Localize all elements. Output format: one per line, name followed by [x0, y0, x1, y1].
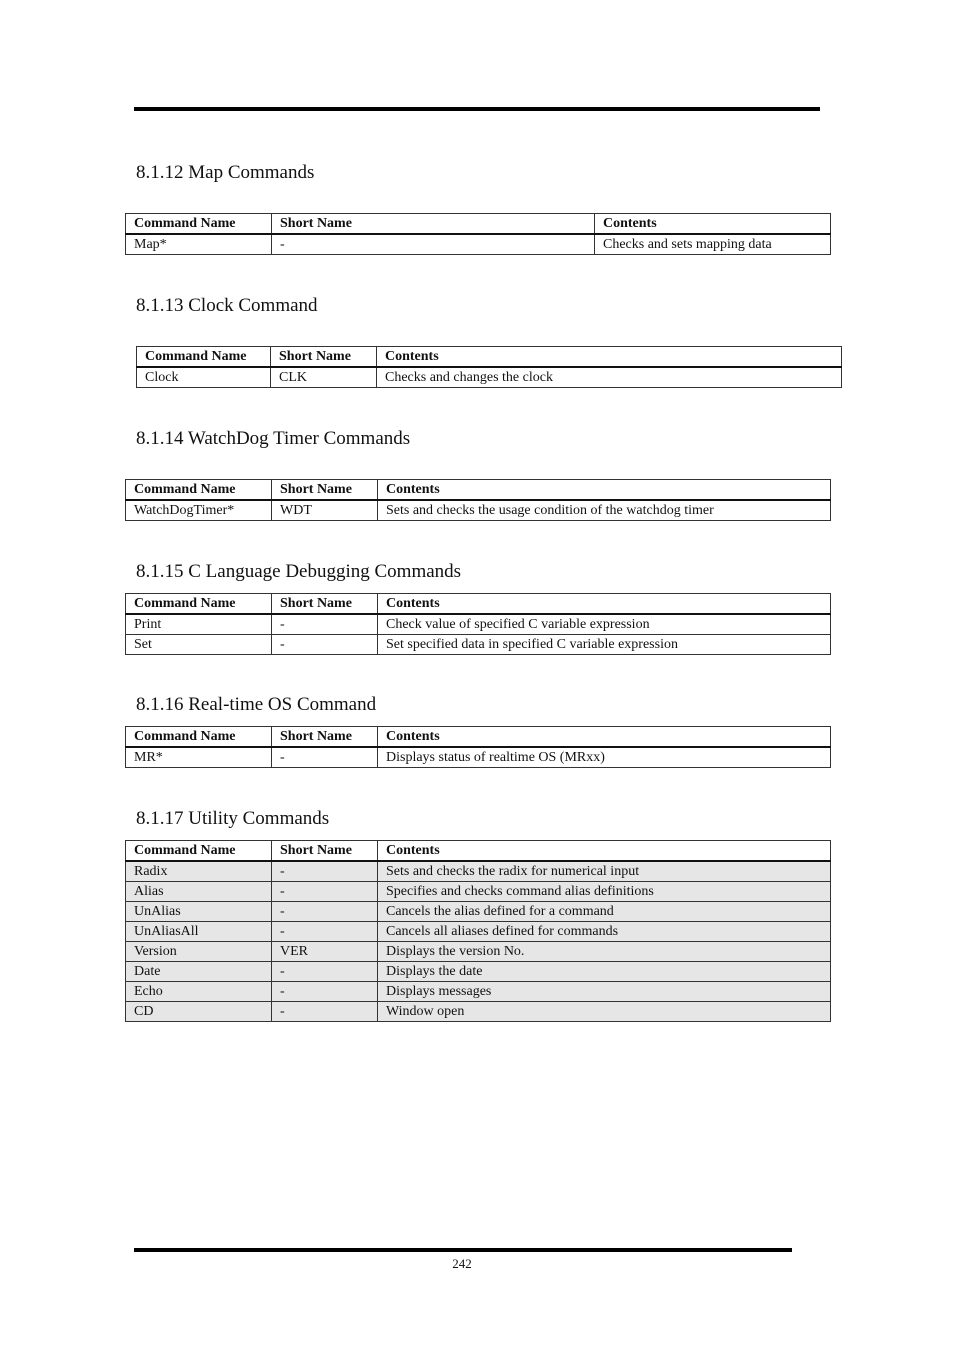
table-row [126, 635, 831, 655]
table-row [126, 982, 831, 1002]
section-title-clang: 8.1.15 C Language Debugging Commands [136, 561, 462, 582]
cell-short-name: - [272, 962, 378, 982]
realtime-os-command-table [125, 726, 831, 768]
table-header-row [126, 214, 831, 235]
cell-command-name: Version [126, 942, 272, 962]
cell-short-name: - [272, 922, 378, 942]
header-command-name: Command Name [126, 480, 272, 501]
header-short-name: Short Name [272, 841, 378, 862]
header-short-name: Short Name [272, 594, 378, 615]
cell-command-name: UnAlias [126, 902, 272, 922]
table-header-row [126, 841, 831, 862]
cell-short-name: VER [272, 942, 378, 962]
cell-command-name: Clock [137, 367, 271, 388]
section-title-map: 8.1.12 Map Commands [136, 162, 315, 183]
cell-command-name: Radix [126, 861, 272, 882]
cell-command-name: UnAliasAll [126, 922, 272, 942]
cell-contents: Sets and checks the usage condition of the watchdog timer [378, 500, 831, 521]
c-language-commands-table [125, 593, 831, 655]
cell-contents: Displays the version No. [378, 942, 831, 962]
table-row [137, 367, 842, 388]
table-header-row [126, 727, 831, 748]
cell-contents: Specifies and checks command alias definitions [378, 882, 831, 902]
header-command-name: Command Name [126, 214, 272, 235]
table-row [126, 922, 831, 942]
cell-contents: Displays messages [378, 982, 831, 1002]
header-short-name: Short Name [272, 480, 378, 501]
cell-command-name: Alias [126, 882, 272, 902]
map-commands-table [125, 213, 831, 255]
header-command-name: Command Name [126, 727, 272, 748]
cell-contents: Set specified data in specified C variable expression [378, 635, 831, 655]
table-header-row [137, 347, 842, 368]
table-row [126, 942, 831, 962]
table-row [126, 962, 831, 982]
cell-short-name: WDT [272, 500, 378, 521]
utility-commands-table [125, 840, 831, 1022]
cell-contents: Displays the date [378, 962, 831, 982]
cell-short-name: - [272, 234, 595, 255]
header-contents: Contents [378, 594, 831, 615]
cell-short-name: - [272, 747, 378, 768]
table-row [126, 1002, 831, 1022]
cell-command-name: CD [126, 1002, 272, 1022]
table-row [126, 882, 831, 902]
header-contents: Contents [378, 727, 831, 748]
cell-contents: Check value of specified C variable expression [378, 614, 831, 635]
cell-contents: Checks and changes the clock [377, 367, 842, 388]
table-row [126, 861, 831, 882]
table-header-row [126, 594, 831, 615]
header-command-name: Command Name [126, 841, 272, 862]
cell-command-name: Map* [126, 234, 272, 255]
table-row [126, 614, 831, 635]
header-short-name: Short Name [272, 214, 595, 235]
table-row [126, 747, 831, 768]
table-row [126, 234, 831, 255]
footer-rule [134, 1248, 792, 1252]
cell-command-name: Set [126, 635, 272, 655]
section-title-rtos: 8.1.16 Real-time OS Command [136, 694, 377, 715]
cell-short-name: - [272, 982, 378, 1002]
section-title-utility: 8.1.17 Utility Commands [136, 808, 330, 829]
header-contents: Contents [378, 480, 831, 501]
cell-contents: Checks and sets mapping data [595, 234, 831, 255]
header-contents: Contents [378, 841, 831, 862]
cell-contents: Cancels the alias defined for a command [378, 902, 831, 922]
cell-contents: Cancels all aliases defined for commands [378, 922, 831, 942]
header-short-name: Short Name [271, 347, 377, 368]
cell-short-name: - [272, 882, 378, 902]
page-number: 242 [452, 1256, 472, 1271]
table-row [126, 902, 831, 922]
cell-contents: Sets and checks the radix for numerical input [378, 861, 831, 882]
cell-short-name: CLK [271, 367, 377, 388]
header-contents: Contents [377, 347, 842, 368]
cell-command-name: Print [126, 614, 272, 635]
cell-command-name: MR* [126, 747, 272, 768]
section-title-watchdog: 8.1.14 WatchDog Timer Commands [136, 428, 411, 449]
table-row [126, 500, 831, 521]
cell-short-name: - [272, 902, 378, 922]
cell-contents: Displays status of realtime OS (MRxx) [378, 747, 831, 768]
cell-command-name: Date [126, 962, 272, 982]
cell-short-name: - [272, 861, 378, 882]
header-command-name: Command Name [126, 594, 272, 615]
cell-command-name: Echo [126, 982, 272, 1002]
header-short-name: Short Name [272, 727, 378, 748]
cell-contents: Window open [378, 1002, 831, 1022]
watchdog-commands-table [125, 479, 831, 521]
header-rule [134, 107, 820, 111]
header-command-name: Command Name [137, 347, 271, 368]
cell-command-name: WatchDogTimer* [126, 500, 272, 521]
cell-short-name: - [272, 614, 378, 635]
cell-short-name: - [272, 1002, 378, 1022]
header-contents: Contents [595, 214, 831, 235]
table-header-row [126, 480, 831, 501]
cell-short-name: - [272, 635, 378, 655]
clock-command-table [136, 346, 842, 388]
section-title-clock: 8.1.13 Clock Command [136, 295, 318, 316]
